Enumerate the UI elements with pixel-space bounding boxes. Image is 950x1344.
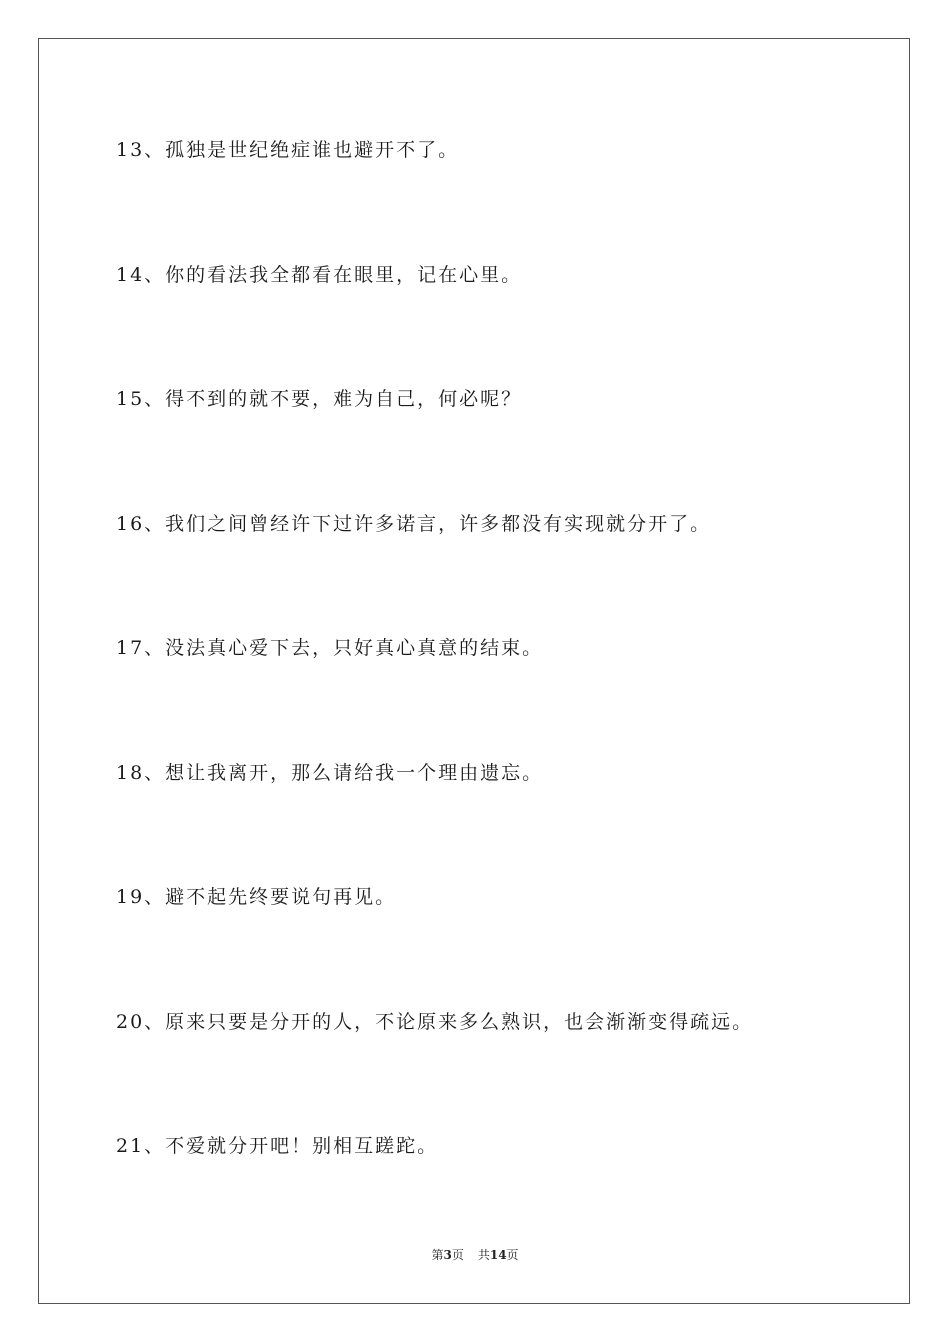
page-prefix: 第 <box>431 1248 444 1262</box>
quote-item-19: 19、避不起先终要说句再见。 <box>116 886 397 908</box>
page-suffix: 页 <box>451 1248 464 1262</box>
quote-item-18: 18、想让我离开，那么请给我一个理由遗忘。 <box>116 762 544 784</box>
quote-item-17: 17、没法真心爱下去，只好真心真意的结束。 <box>116 637 544 659</box>
quote-item-15: 15、得不到的就不要，难为自己，何必呢？ <box>116 388 523 410</box>
quote-item-16: 16、我们之间曾经许下过许多诺言，许多都没有实现就分开了。 <box>116 513 712 535</box>
page-footer <box>0 1247 950 1263</box>
quote-item-14: 14、你的看法我全都看在眼里，记在心里。 <box>116 264 523 286</box>
page-number: 3 <box>443 1248 452 1262</box>
page-border <box>38 38 910 1304</box>
total-pages: 14 <box>489 1248 507 1262</box>
total-prefix: 共 <box>477 1248 490 1262</box>
quote-item-21: 21、不爱就分开吧！别相互蹉跎。 <box>116 1135 439 1157</box>
total-suffix: 页 <box>506 1248 519 1262</box>
quote-item-20: 20、原来只要是分开的人，不论原来多么熟识，也会渐渐变得疏远。 <box>116 1011 754 1033</box>
quote-item-13: 13、孤独是世纪绝症谁也避开不了。 <box>116 139 460 161</box>
